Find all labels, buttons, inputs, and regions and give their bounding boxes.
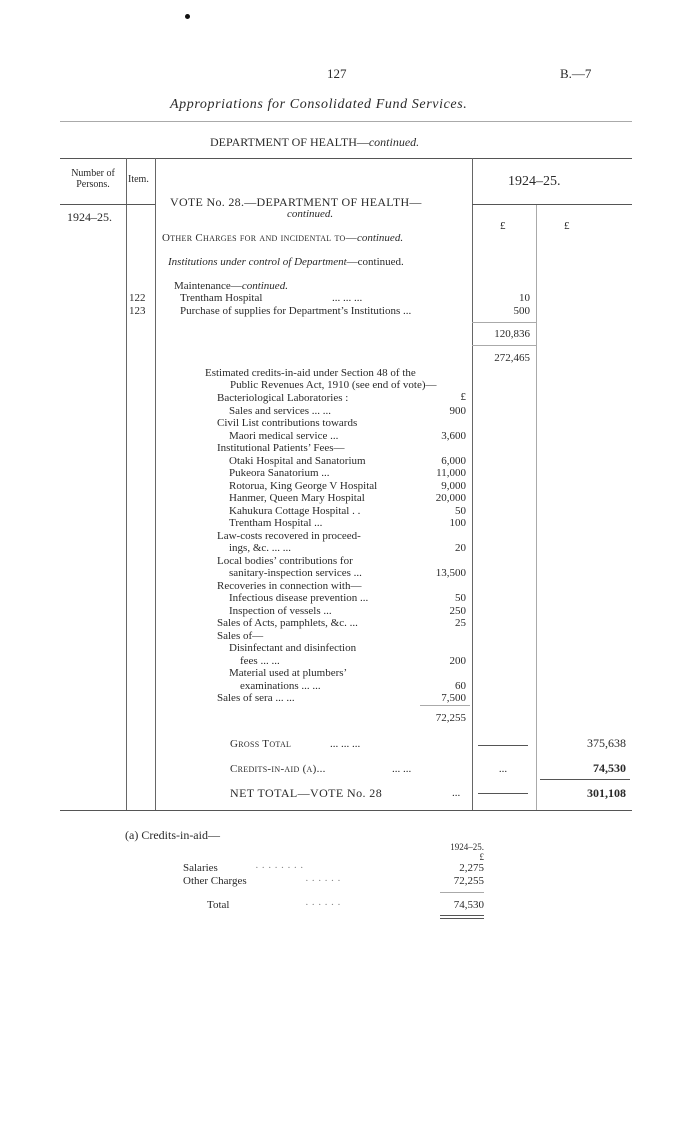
credit-line-label: Pukeora Sanatorium ... <box>229 467 330 479</box>
credits-intro-continued: Public Revenues Act, 1910 (see end of vote)— <box>230 379 437 391</box>
net-total-rule <box>540 779 630 780</box>
footnote-total-amount: 74,530 <box>453 899 484 911</box>
credit-line-label: fees ... ... <box>240 654 280 667</box>
item-leader: ... ... ... <box>332 292 363 304</box>
document-reference: B.—7 <box>560 66 592 81</box>
credit-line-label: Sales and services ... ... <box>229 404 332 417</box>
credit-line-label: ings, &c. ... ... <box>229 542 292 554</box>
credit-line-label: Hanmer, Queen Mary Hospital <box>229 492 365 504</box>
credits-total-amount: 72,255 <box>435 712 466 724</box>
footnote-row-leader: · · · · · · <box>305 875 341 887</box>
footnote-total-rule <box>440 892 484 893</box>
credit-line-amount: 20 <box>455 542 466 554</box>
footnote-currency: £ <box>479 852 484 862</box>
subtotal-amount: 272,465 <box>494 352 530 364</box>
footnote-row-leader: · · · · · · · · <box>255 862 304 874</box>
subsection-heading <box>168 256 404 268</box>
maintenance-label: Maintenance— <box>174 280 242 292</box>
footnote-row-amount: 2,275 <box>459 862 484 874</box>
gross-total-label: Gross Total <box>230 738 292 750</box>
item-amount: 500 <box>513 305 530 317</box>
table-top-rule <box>60 158 632 159</box>
credit-line-amount: 200 <box>449 654 466 667</box>
credits-intro: Estimated credits-in-aid under Section 48 of the <box>205 367 416 379</box>
credit-line-label: Maori medical service ... <box>229 429 339 442</box>
credits-currency: £ <box>460 391 466 403</box>
credit-line-amount: 7,500 <box>441 692 466 704</box>
credit-line-amount: 3,600 <box>441 429 466 442</box>
net-total-leader: ... <box>452 787 461 799</box>
vote-title-continued: continued. <box>287 208 334 220</box>
footnote-total-label: Total <box>207 899 230 911</box>
credit-line-amount: 6,000 <box>441 454 466 467</box>
persons-year: 1924–25. <box>67 210 112 224</box>
credit-line-amount: 900 <box>449 404 466 417</box>
credit-line-amount: 9,000 <box>441 479 466 492</box>
item-number: 123 <box>129 305 146 317</box>
persons-header-rule <box>60 204 155 205</box>
ink-spot <box>185 14 190 19</box>
credits-in-aid-leader: ... ... <box>392 763 412 775</box>
gross-total-amount: 375,638 <box>587 736 626 750</box>
net-total-label: NET TOTAL—VOTE No. 28 <box>230 786 383 800</box>
credit-line-label: Otaki Hospital and Sanatorium <box>229 454 366 467</box>
credit-line-amount: 13,500 <box>435 567 466 579</box>
credits-in-aid-amount: 74,530 <box>593 761 626 775</box>
gross-total-leader: ... ... ... <box>330 738 361 750</box>
credit-line-amount: 250 <box>449 604 466 617</box>
vote-title: VOTE No. 28.—DEPARTMENT OF HEALTH— <box>170 195 422 209</box>
footnote-double-rule <box>440 918 484 919</box>
item-column-rule <box>155 158 156 810</box>
subtotal-rule <box>472 345 536 346</box>
credit-line-label: Sales of— <box>217 629 264 642</box>
currency-left-header: £ <box>500 220 506 232</box>
footnote-title: (a) Credits-in-aid— <box>125 828 220 842</box>
credit-line-label: sanitary-inspection services ... <box>229 567 362 579</box>
credit-line-amount: 50 <box>455 592 466 604</box>
persons-column-header: Number of Persons. <box>71 168 115 190</box>
footnote-row-amount: 72,255 <box>453 875 484 887</box>
net-total-amount: 301,108 <box>587 786 626 800</box>
item-column-header: Item. <box>128 174 149 185</box>
table-bottom-rule <box>60 810 632 811</box>
credit-line-label: Local bodies’ contributions for <box>217 554 353 567</box>
header-rule <box>60 121 632 122</box>
page-number: 127 <box>327 66 347 81</box>
credit-line-amount: 60 <box>455 679 466 692</box>
footnote-double-rule <box>440 915 484 916</box>
credit-line-amount: 11,000 <box>436 467 466 479</box>
footnote-row-label: Other Charges <box>183 875 247 887</box>
gross-total-dash <box>478 745 528 746</box>
credit-line-amount: 25 <box>455 617 466 629</box>
inner-amount-column-rule <box>536 205 537 810</box>
footnote-year: 1924–25. <box>450 842 484 852</box>
net-total-dash <box>478 793 528 794</box>
year-column-header: 1924–25. <box>508 174 561 189</box>
credit-line-label: Bacteriological Laboratories : <box>217 392 349 404</box>
item-amount: 10 <box>519 292 530 304</box>
year-header-rule <box>472 204 632 205</box>
credit-line-amount: 100 <box>449 517 466 529</box>
credits-in-aid-left: ... <box>498 763 508 775</box>
credit-line-label: Disinfectant and disinfection <box>229 642 357 654</box>
credit-line-label: Infectious disease prevention ... <box>229 592 369 604</box>
maintenance-continued: continued. <box>241 280 288 292</box>
department-name: DEPARTMENT OF HEALTH— <box>210 135 369 149</box>
section-heading <box>162 232 403 244</box>
persons-column-rule <box>126 158 127 810</box>
credit-line-label: Trentham Hospital ... <box>229 517 323 529</box>
page-title: Appropriations for Consolidated Fund Services. <box>170 97 468 112</box>
section-continued: continued. <box>356 232 404 244</box>
footnote-total-leader: · · · · · · <box>305 899 341 911</box>
credit-line-label: Kahukura Cottage Hospital . . <box>229 504 361 517</box>
credit-line-label: Sales of Acts, pamphlets, &c. ... <box>217 617 358 629</box>
credit-line-label: Material used at plumbers’ <box>229 667 348 679</box>
maintenance-heading <box>174 280 288 292</box>
credit-line-label: Civil List contributions towards <box>217 417 358 429</box>
subtotal-rule <box>472 322 536 323</box>
credit-line-label: Inspection of vessels ... <box>229 604 332 617</box>
currency-right-header: £ <box>564 220 570 232</box>
item-label: Trentham Hospital <box>180 292 263 304</box>
subsection-label: Institutions under control of Department <box>168 256 347 268</box>
credit-line-label: Sales of sera ... ... <box>217 692 295 704</box>
department-continued: continued. <box>368 135 420 149</box>
credit-line-label: Rotorua, King George V Hospital <box>229 479 378 492</box>
credit-line-amount: 20,000 <box>435 492 466 504</box>
amount-column-rule <box>472 158 473 810</box>
item-number: 122 <box>129 292 146 304</box>
item-label: Purchase of supplies for Department’s Institutions ... <box>180 305 412 317</box>
credit-line-amount: 50 <box>455 504 466 517</box>
credit-line-label: examinations ... ... <box>240 679 321 692</box>
subsection-continued: —continued. <box>346 256 404 268</box>
footnote-row-label: Salaries <box>183 862 218 874</box>
credits-in-aid-label: Credits-in-aid (a)... <box>230 763 326 775</box>
subtotal-amount: 120,836 <box>494 328 530 340</box>
section-label: Other Charges for and incidental to— <box>162 232 357 244</box>
credit-line-label: Recoveries in connection with— <box>217 579 362 592</box>
credits-total-rule <box>420 705 470 706</box>
department-heading <box>210 135 419 150</box>
credit-line-label: Institutional Patients’ Fees— <box>217 442 345 454</box>
credit-line-label: Law-costs recovered in proceed- <box>217 529 361 542</box>
